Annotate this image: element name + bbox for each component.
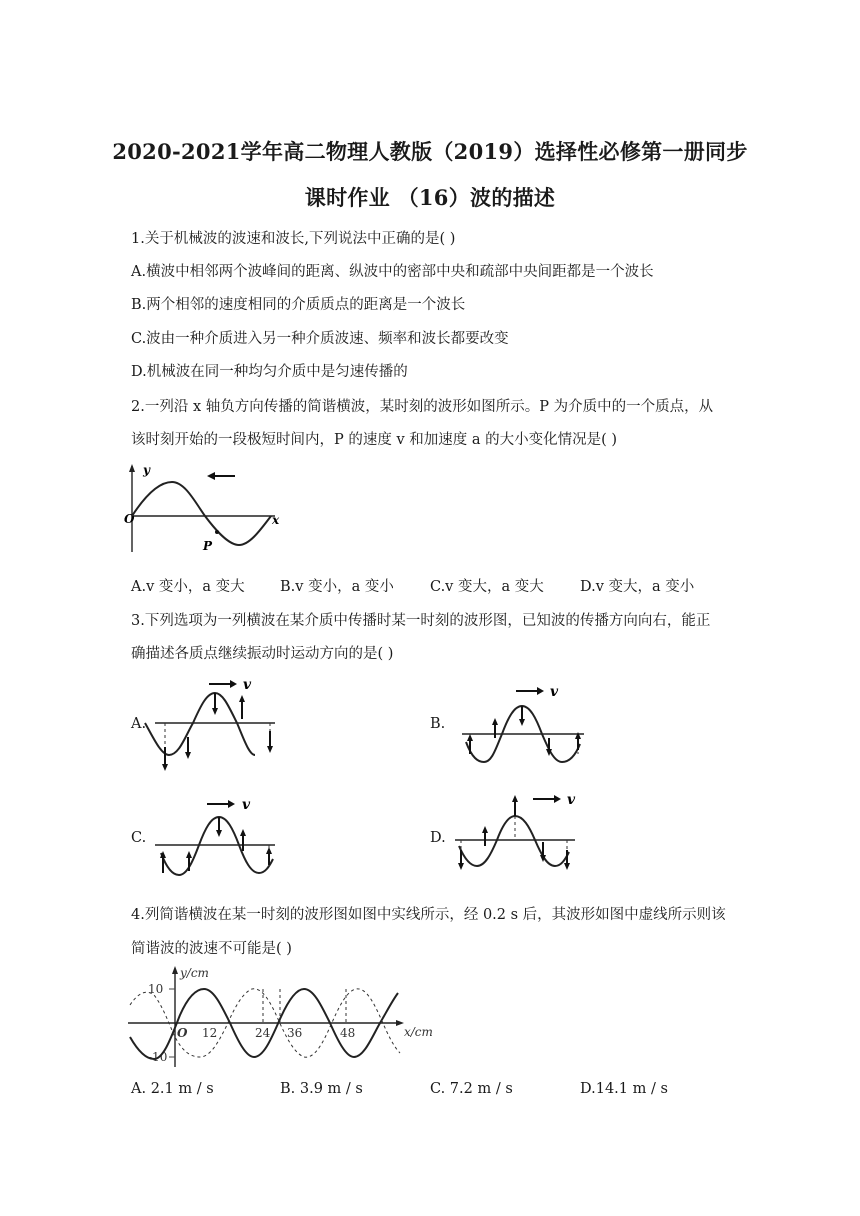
solid-wave	[130, 989, 398, 1059]
q4-x-label: x/cm	[404, 1025, 433, 1039]
x-axis-arrow-icon	[396, 1020, 404, 1026]
q4-option-b: B. 3.9 m / s	[280, 1081, 363, 1097]
q4-origin-label: O	[177, 1026, 188, 1040]
q4-stem-line-1: 4.列简谐横波在某一时刻的波形图如图中实线所示，经 0.2 s 后，其波形如图中虚线所示则该	[131, 907, 726, 923]
q4-xtick-12: 12	[202, 1026, 218, 1040]
q3-figure-a	[155, 675, 280, 775]
q4-stem-line-2: 简谐波的波速不可能是( )	[131, 941, 292, 957]
q3-figure-d	[455, 790, 585, 880]
arrow-up-icon	[482, 826, 488, 833]
arrow-down-icon	[216, 830, 222, 837]
q4-y-label: y/cm	[180, 966, 209, 980]
q4-xtick-36: 36	[287, 1026, 303, 1040]
arrow-down-icon	[185, 752, 191, 759]
q3-figure-b	[462, 682, 587, 777]
q2-option-c: C.v 变大，a 变大	[430, 579, 544, 595]
q2-x-label: x	[272, 513, 280, 527]
q2-stem-line-1: 2.一列沿 x 轴负方向传播的简谐横波，某时刻的波形如图所示。P 为介质中的一个质点，从	[131, 399, 714, 415]
arrow-down-icon	[519, 719, 525, 726]
arrow-up-icon	[492, 718, 498, 725]
q3-label-d: D.	[430, 830, 446, 846]
arrow-down-icon	[162, 764, 168, 771]
q4-wave-figure	[128, 965, 438, 1070]
q3-v-label-a: v	[243, 677, 252, 693]
q3-figure-c	[155, 795, 280, 880]
q1-option-a: A.横波中相邻两个波峰间的距离、纵波中的密部中央和疏部中央间距都是一个波长	[131, 264, 654, 280]
arrow-up-icon	[240, 829, 246, 836]
arrow-up-icon	[266, 847, 272, 854]
q2-option-b: B.v 变小，a 变小	[280, 579, 394, 595]
arrow-right-icon	[228, 800, 235, 808]
q3-v-label-d: v	[567, 792, 576, 808]
arrow-right-icon	[554, 795, 561, 803]
arrow-left-icon	[207, 472, 215, 480]
q3-stem-line-2: 确描述各质点继续振动时运动方向的是( )	[131, 646, 394, 662]
arrow-right-icon	[230, 680, 237, 688]
q2-option-d: D.v 变大，a 变小	[580, 579, 695, 595]
q3-v-label-b: v	[550, 684, 559, 700]
q4-option-c: C. 7.2 m / s	[430, 1081, 513, 1097]
q3-label-a: A.	[131, 716, 147, 732]
arrow-up-icon	[512, 795, 518, 802]
q2-y-label: y	[143, 463, 150, 477]
q1-option-c: C.波由一种介质进入另一种介质波速、频率和波长都要改变	[131, 331, 509, 347]
q1-option-b: B.两个相邻的速度相同的介质质点的距离是一个波长	[131, 297, 466, 313]
title-line-1: 2020-2021学年高二物理人教版（2019）选择性必修第一册同步	[112, 139, 748, 164]
wave-curve	[132, 482, 271, 545]
q3-v-label-c: v	[242, 797, 251, 813]
q2-point-label: P	[203, 539, 213, 553]
arrow-down-icon	[458, 863, 464, 870]
q2-option-a: A.v 变小，a 变大	[131, 579, 245, 595]
q3-label-b: B.	[430, 716, 446, 732]
y-axis-arrow-icon	[129, 464, 135, 472]
q2-origin-label: O	[124, 512, 135, 526]
title-line-2: 课时作业 （16）波的描述	[304, 185, 556, 210]
arrow-down-icon	[267, 746, 273, 753]
q1-option-d: D.机械波在同一种均匀介质中是匀速传播的	[131, 364, 408, 380]
arrow-down-icon	[564, 863, 570, 870]
q4-xtick-48: 48	[340, 1026, 356, 1040]
arrow-up-icon	[467, 734, 473, 741]
arrow-right-icon	[537, 687, 544, 695]
q4-ytick-10: 10	[148, 982, 164, 996]
q4-xtick-24: 24	[255, 1026, 271, 1040]
q3-label-c: C.	[131, 830, 147, 846]
arrow-up-icon	[575, 732, 581, 739]
q1-stem: 1.关于机械波的波速和波长,下列说法中正确的是( )	[131, 231, 456, 247]
arrow-up-icon	[186, 851, 192, 858]
q4-option-a: A. 2.1 m / s	[131, 1081, 214, 1097]
q4-ytick-neg10: -10	[148, 1050, 168, 1064]
arrow-up-icon	[239, 695, 245, 702]
q2-stem-line-2: 该时刻开始的一段极短时间内，P 的速度 v 和加速度 a 的大小变化情况是( )	[131, 432, 618, 448]
point-p-dot	[215, 530, 219, 534]
q3-stem-line-1: 3.下列选项为一列横波在某介质中传播时某一时刻的波形图，已知波的传播方向向右，能正	[131, 613, 711, 629]
y-axis-arrow-icon	[172, 966, 178, 974]
q2-wave-figure	[125, 462, 285, 557]
arrow-down-icon	[212, 708, 218, 715]
q4-option-d: D.14.1 m / s	[580, 1081, 668, 1097]
